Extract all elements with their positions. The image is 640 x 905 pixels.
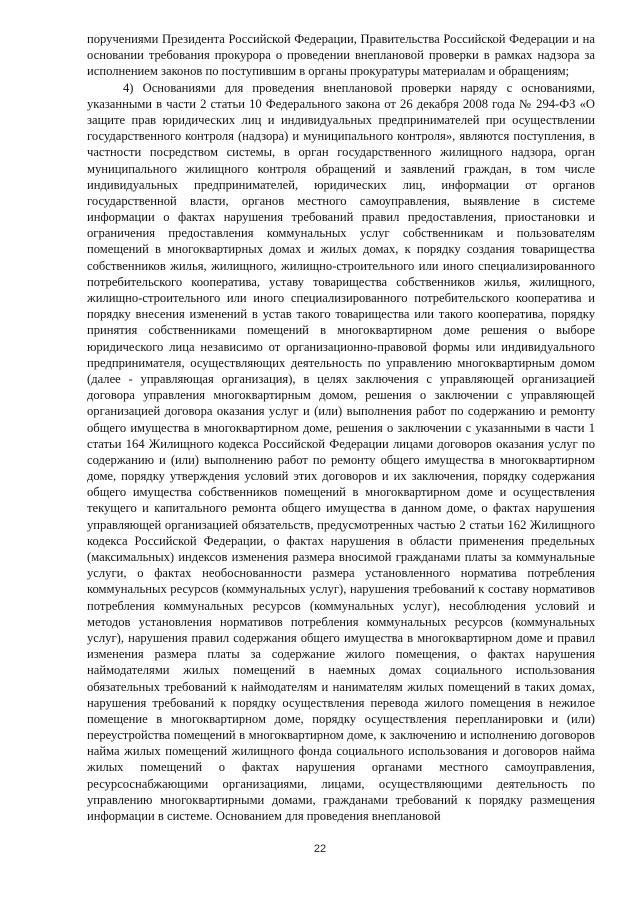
- paragraph-item-4: 4) Основаниями для проведения внеплановой проверки наряду с основаниями, указанными в части 2 статьи 10 Федерального закона от 26 декабря 2008 года № 294-ФЗ «О защите прав юридических лиц и индивидуальных предпринимателей при осуществлении государственного контроля (надзора) и муниципального контроля», являются поступления, в частности посредством системы, в орган государственного жилищного надзора, орган муниципального жилищного контроля обращений и заявлений граждан, в том числе индивидуальных предпринимателей, юридических лиц, информации от органов государственной власти, органов местного самоуправления, выявление в системе информации о фактах нарушения требований правил предоставления, приостановки и ограничения предоставления коммунальных услуг собственникам и пользователям помещений в многоквартирных домах и жилых домах, к порядку создания товарищества собственников жилья, жилищного, жилищно-строительного или иного специализированного потребительского кооператива, уставу товарищества собственников жилья, жилищного, жилищно-строительного или иного специализированного потребительского кооператива и порядку внесения изменений в устав такого товарищества или такого кооператива, порядку принятия собственниками помещений в многоквартирном доме решения о выборе юридического лица независимо от организационно-правовой формы или индивидуального предпринимателя, осуществляющих деятельность по управлению многоквартирным домом (далее - управляющая организация), в целях заключения с управляющей организацией договора управления многоквартирным домом, решения о заключении с управляющей организацией договора оказания услуг и (или) выполнения работ по содержанию и ремонту общего имущества в многоквартирном доме, решения о заключении с указанными в части 1 статьи 164 Жилищного кодекса Российской Федерации лицами договоров оказания услуг по содержанию и (или) выполнению работ по ремонту общего имущества в многоквартирном доме, порядку утверждения условий этих договоров и их заключения, порядку содержания общего имущества собственников помещений в многоквартирном доме и осуществления текущего и капитального ремонта общего имущества в данном доме, о фактах нарушения управляющей организацией обязательств, предусмотренных частью 2 статьи 162 Жилищного кодекса Российской Федерации, о фактах нарушения в области применения предельных (максимальных) индексов изменения размера вносимой гражданами платы за коммунальные услуги, о фактах необоснованности размера установленного норматива потребления коммунальных ресурсов (коммунальных услуг), нарушения требований к составу нормативов потребления коммунальных ресурсов (коммунальных услуг), несоблюдения условий и методов установления нормативов потребления коммунальных ресурсов (коммунальных услуг), нарушения правил содержания общего имущества в многоквартирном доме и правил изменения размера платы за содержание жилого помещения, о фактах нарушения наймодателями жилых помещений в наемных домах социального использования обязательных требований к наймодателям и нанимателям жилых помещений в таких домах, нарушения требований к порядку осуществления перевода жилого помещения в нежилое помещение в многоквартирном доме, порядку осуществления перепланировки и (или) переустройства помещений в многоквартирном доме, к заключению и исполнению договоров найма жилых помещений жилищного фонда социального использования и договоров найма жилых помещений о фактах нарушения органами местного самоуправления, ресурсоснабжающими организациями, лицами, осуществляющими деятельность по управлению многоквартирными домами, гражданами требований к порядку размещения информации в системе. Основанием для проведения внеплановой: [87, 80, 595, 823]
- document-page: [87, 31, 595, 824]
- page-number: 22: [313, 843, 327, 855]
- paragraph-continuation: поручениями Президента Российской Федерации, Правительства Российской Федерации и на основании требования прокурора о проведении внеплановой проверки в рамках надзора за исполнением законов по поступившим в органы прокуратуры материалам и обращениям;: [87, 32, 595, 79]
